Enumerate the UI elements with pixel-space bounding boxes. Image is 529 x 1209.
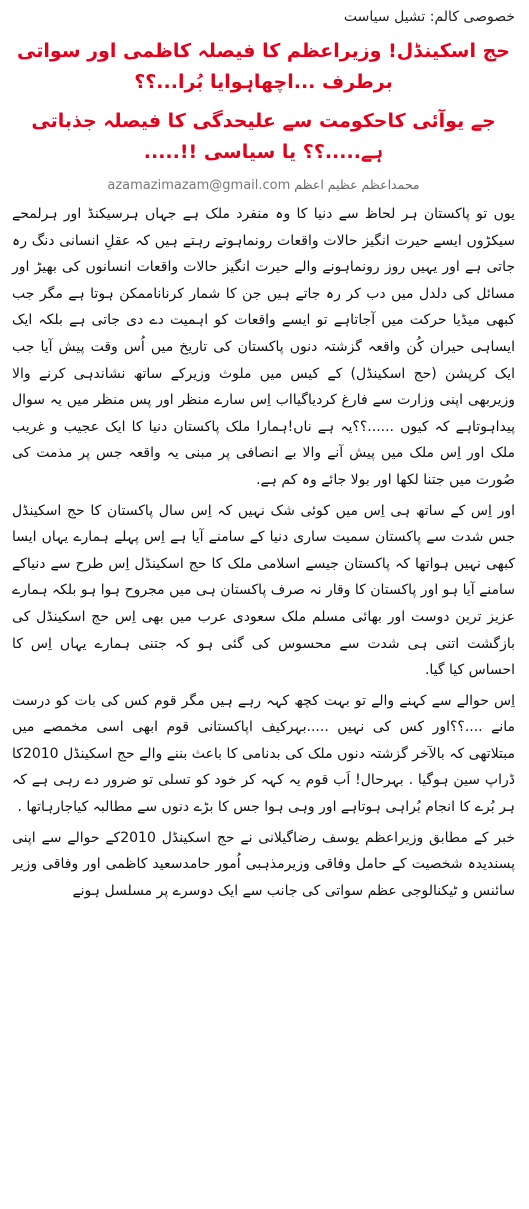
column-label: خصوصی کالم: تشیل سیاست (343, 9, 515, 25)
author-email: azamazimazam@gmail.com (107, 178, 291, 193)
article-paragraph: خبر کے مطابق وزیراعظم یوسف رضاگیلانی نے حج اسکینڈل 2010کے حوالے سے اپنی پسندیدہ شخصیت کے حامل وفاقی وزیرمذہبی اُمور حامدسعید کاظمی اور وفاقی وزیر سائنس و ٹیکنالوجی عظم سواتی کی جانب سے ایک دوسرے پر مسلسل ہونے (12, 829, 515, 899)
headline-secondary: جے یوآئی کاحکومت سے علیحدگی کا فیصلہ جذباتی ہے.....؟؟ یا سیاسی !!..... (31, 110, 496, 163)
author-name: محمداعظم عظیم اعظم (294, 177, 420, 192)
article-paragraph: اور اِس کے ساتھ ہی اِس میں کوئی شک نہیں کہ اِس سال پاکستان کا حج اسکینڈل جس شدت سے پاکستان سمیت ساری دنیا کے سامنے آیا ہے اِس پہلے ہمارے یہاں ایسا کبھی نہیں ہواتھا کہ پاکستان جیسے اسلامی ملک کا حج اسکینڈل اِس طرح سے دنیاکے سامنے آیا ہو اور پاکستان کا وقار نہ صرف پاکستان ہی میں مجروح ہوا ہو بلکہ ہمارے عزیز ترین دوست اور بھائی مسلم ملک سعودی عرب میں بھی اِس حج اسکینڈل کی بازگشت اتنی ہی شدت سے محسوس کی گئی ہو کہ جتنی ہمارے یہاں اِس کا احساس کیا گیا. (12, 502, 515, 679)
byline (12, 176, 515, 195)
article-paragraph: یوں تو پاکستان ہر لحاظ سے دنیا کا وہ منفرد ملک ہے جہاں ہرسیکنڈ اور ہرلمحے سیکڑوں ایسے حیرت انگیز حالات واقعات رونماہوتے رہتے ہیں کہ عقلِ انسانی دنگ رہ جاتی ہے اور یہیں روز رونماہونے والے حیرت انگیز حالات واقعات انسانوں کی بھیڑ اور مسائل کی دلدل میں دب کر رہ جاتے ہیں جن کا شمار کرناناممکن ہوتا ہے مگر جب کبھی میڈیا حرکت میں آجاتاہے تو ایسے واقعات کو اہمیت دے دی جاتی ہے بلکہ ایک ایساہی حیران کُن واقعہ گزشتہ دنوں پاکستان کی تاریخ میں اُس وقت پیش آیا جب ایک کرپشن (حج اسکینڈل) کے کیس میں ملوث وزیرکے ساتھ نشاندہی کرنے والا وزیربھی اپنی وزارت سے فارغ کردیاگیااب اِس سارے منظر اور پس منظر میں یہ سوال پیداہوتاہے کہ کیوں ......؟؟یہ ہے ناں!ہمارا ملک پاکستان دنیا کا ایک عجیب و غریب ملک اور اِس ملک میں پیش آنے والا بے انصافی پر مبنی یہ واقعہ جس پر مذمت کی صُورت میں جتنا لکھا اور بولا جائے وہ کم ہے. (12, 206, 515, 488)
article-paragraph: اِس حوالے سے کہنے والے تو بہت کچھ کہہ رہے ہیں مگر قوم کس کی بات کو درست مانے ....؟؟اور کس کی نہیں .....بہرکیف اپاکستانی قوم ابھی اسی مخمصے میں مبتلاتھی کہ بالآخر گزشتہ دنوں ملک کی بدنامی کا باعث بننے والے حج اسکینڈل 2010کا ڈراپ سین ہوگیا . بہرحال! اَب قوم یہ کہہ کر خود کو تسلی تو ضرور دے رہی ہے کہ ہر بُرے کا انجام بُراہی ہوتاہے اور وہی ہوا جس کا بڑے دنوں سے مطالبہ کیاجارہاتھا . (12, 692, 515, 816)
headline-primary: حج اسکینڈل! وزیراعظم کا فیصلہ کاظمی اور سواتی برطرف ...اچھاہوایا بُرا...؟؟ (17, 40, 510, 93)
